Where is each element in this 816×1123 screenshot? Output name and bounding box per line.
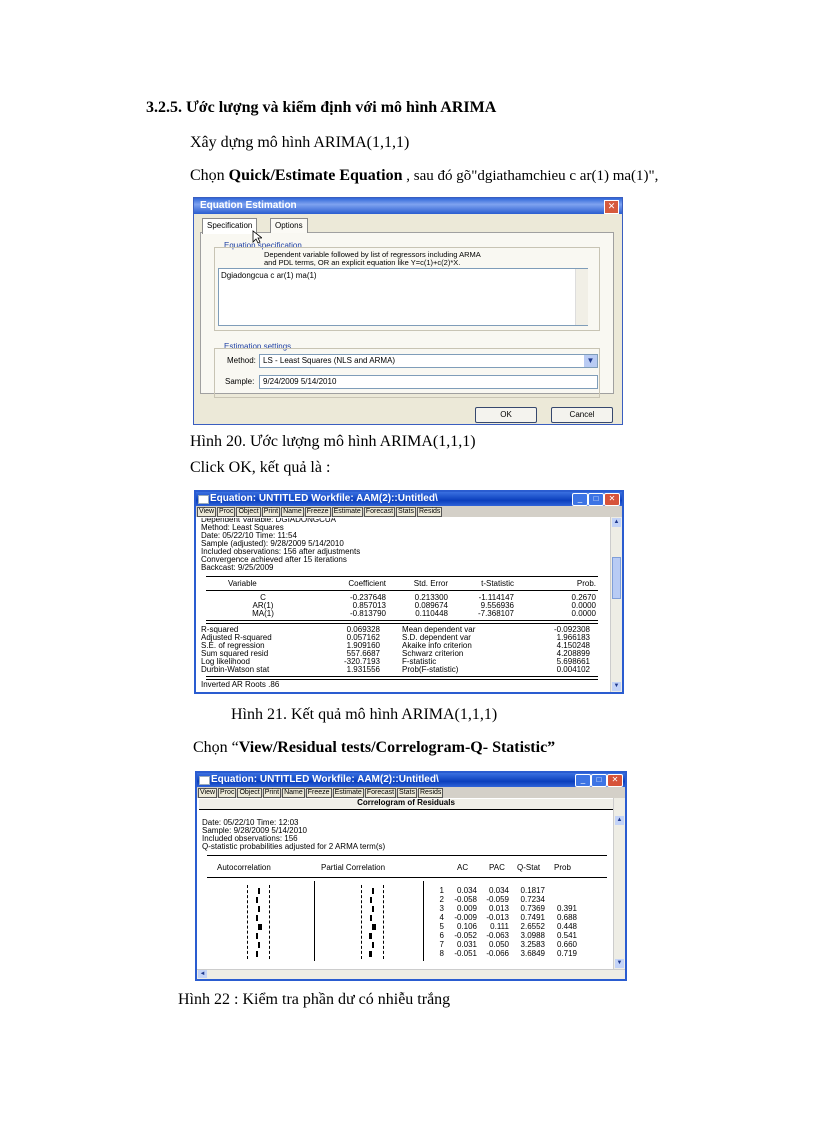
stat-label: Schwarz criterion — [402, 649, 464, 658]
table-cell: C — [260, 593, 266, 602]
pac-value: 0.034 — [488, 886, 509, 895]
intro-line: Xây dựng mô hình ARIMA(1,1,1) — [190, 134, 410, 151]
table-cell: MA(1) — [252, 609, 274, 618]
toolbar-forecast-button[interactable]: Forecast — [366, 789, 395, 796]
window-icon — [198, 495, 209, 504]
stat-label: Prob(F-statistic) — [402, 665, 459, 674]
tab-options[interactable]: Options — [270, 218, 308, 233]
lag-number: 5 — [439, 922, 444, 931]
stat-value: 1.931556 — [346, 665, 380, 674]
figure-20-caption: Hình 20. Ước lượng mô hình ARIMA(1,1,1) — [190, 433, 476, 450]
equation-estimation-dialog — [193, 197, 623, 425]
window-title-text: Equation: UNTITLED Workfile: AAM(2)::Untitled\ — [211, 774, 439, 785]
toolbar-view-button[interactable]: View — [200, 789, 216, 796]
group-estimation-settings: Estimation settings — [224, 342, 292, 351]
table-cell: 0.857013 — [352, 601, 386, 610]
ac-value: 0.034 — [456, 886, 477, 895]
pac-bar — [372, 906, 374, 912]
ac-bar — [256, 933, 258, 939]
table-cell: AR(1) — [252, 601, 274, 610]
window-title — [196, 492, 622, 506]
stat-value: 4.208899 — [556, 649, 590, 658]
rule-double — [206, 620, 598, 624]
scroll-thumb[interactable] — [612, 557, 621, 599]
equation-scrollbar[interactable] — [575, 269, 588, 325]
group-equation-spec: Equation specification — [224, 241, 302, 250]
scroll-up-icon[interactable]: ▲ — [613, 519, 620, 525]
instruction-prefix: Chọn “ — [193, 739, 239, 756]
ac-value: -0.058 — [454, 895, 477, 904]
stat-value: 1.909160 — [346, 641, 380, 650]
toolbar-freeze-button[interactable]: Freeze — [306, 508, 329, 515]
plot-separator — [314, 881, 315, 961]
correlogram-heading: Correlogram of Residuals — [199, 799, 613, 810]
ac-bar — [258, 942, 260, 948]
correlogram-window — [195, 771, 627, 981]
ac-value: 0.106 — [456, 922, 477, 931]
instruction-line — [190, 167, 658, 185]
q-stat-value: 0.7369 — [520, 904, 545, 913]
minimize-button[interactable]: _ — [572, 493, 588, 506]
pac-bar — [369, 933, 372, 939]
prob-value: 0.688 — [556, 913, 577, 922]
toolbar-resids-button[interactable]: Resids — [419, 508, 441, 515]
q-stat-value: 0.7234 — [520, 895, 545, 904]
vertical-scrollbar[interactable] — [613, 798, 625, 969]
toolbar-proc-button[interactable]: Proc — [219, 508, 234, 515]
vertical-scrollbar[interactable] — [610, 517, 622, 692]
column-header: Variable — [228, 579, 257, 588]
confidence-band — [269, 885, 271, 959]
ac-value: 0.009 — [456, 904, 477, 913]
header-line: Dependent Variable: DGIADONGCUA — [201, 518, 337, 524]
table-cell: 0.089674 — [414, 601, 448, 610]
toolbar-object-button[interactable]: Object — [238, 508, 259, 515]
pac-value: -0.059 — [486, 895, 509, 904]
confidence-band — [383, 885, 385, 959]
q-stat-value: 0.1817 — [520, 886, 545, 895]
scroll-down-icon[interactable]: ▼ — [613, 683, 620, 689]
stat-value: -320.7193 — [343, 657, 380, 666]
toolbar-print-button[interactable]: Print — [264, 789, 280, 796]
stat-label: Durbin-Watson stat — [201, 665, 270, 674]
q-stat-value: 0.7491 — [520, 913, 545, 922]
confidence-band — [247, 885, 249, 959]
confidence-band — [361, 885, 363, 959]
column-header: t-Statistic — [481, 579, 514, 588]
column-header: AC — [457, 863, 469, 872]
scroll-left-icon[interactable]: ◄ — [199, 971, 206, 977]
q-stat-value: 2.6552 — [520, 922, 545, 931]
toolbar — [196, 506, 622, 517]
maximize-button[interactable]: □ — [591, 774, 607, 787]
table-cell: 0.110448 — [415, 609, 448, 618]
stat-label: Akaike info criterion — [402, 641, 472, 650]
window-icon — [199, 776, 210, 785]
instruction-text-2: and PDL terms, OR an explicit equation like Y=c(1)+c(2)*X. — [264, 258, 461, 267]
header-line: Method: Least Squares — [201, 523, 284, 532]
instruction-suffix: , sau đó gõ"dgiathamchieu c ar(1) ma(1)", — [402, 168, 659, 184]
stat-label: S.E. of regression — [201, 641, 265, 650]
prob-value: 0.719 — [556, 949, 577, 958]
rule-top — [206, 576, 598, 577]
column-header: Partial Correlation — [321, 863, 386, 872]
ac-bar — [258, 906, 260, 912]
pac-bar — [369, 951, 372, 957]
stat-value: 557.6687 — [346, 649, 380, 658]
ac-bar — [256, 897, 258, 903]
table-cell: 9.556936 — [480, 601, 514, 610]
menu-path: View/Residual tests/Correlogram-Q- Statistic” — [238, 739, 556, 756]
roots-line: Inverted AR Roots .86 — [201, 680, 280, 689]
stat-label: Mean dependent var — [402, 625, 476, 634]
column-header: Prob. — [576, 579, 596, 588]
lag-number: 1 — [439, 886, 444, 895]
table-cell: -7.368107 — [477, 609, 514, 618]
info-line: Sample: 9/28/2009 5/14/2010 — [202, 826, 307, 835]
lag-number: 2 — [439, 895, 444, 904]
table-cell: -1.114147 — [478, 593, 514, 602]
equation-output-window — [194, 490, 624, 694]
ok-button[interactable]: OK — [475, 407, 537, 423]
column-header: Coefficient — [348, 579, 386, 588]
pac-value: -0.066 — [486, 949, 509, 958]
q-stat-value: 3.6849 — [520, 949, 545, 958]
table-cell: 0.0000 — [571, 601, 596, 610]
pac-bar — [370, 915, 372, 921]
ac-bar — [258, 888, 260, 894]
rule-mid — [206, 590, 598, 591]
toolbar-name-button[interactable]: Name — [284, 789, 303, 796]
lag-number: 6 — [439, 931, 444, 940]
correlogram-instruction — [193, 739, 555, 757]
stat-label: Adjusted R-squared — [201, 633, 272, 642]
ac-value: -0.009 — [454, 913, 477, 922]
stat-value: 0.057162 — [346, 633, 380, 642]
header-line: Sample (adjusted): 9/28/2009 5/14/2010 — [201, 539, 344, 548]
info-line: Q-statistic probabilities adjusted for 2 ARMA term(s) — [202, 842, 386, 851]
ac-value: -0.052 — [454, 931, 477, 940]
stat-label: S.D. dependent var — [402, 633, 471, 642]
column-header: Autocorrelation — [217, 863, 271, 872]
toolbar-resids-button[interactable]: Resids — [420, 789, 442, 796]
lag-number: 4 — [439, 913, 444, 922]
scroll-down-icon[interactable]: ▼ — [616, 960, 623, 966]
stat-value: 0.069328 — [346, 625, 380, 634]
pac-bar — [370, 897, 372, 903]
stat-label: F-statistic — [402, 657, 437, 666]
prob-value: 0.660 — [556, 940, 577, 949]
instruction-prefix: Chọn — [190, 167, 229, 184]
toolbar-proc-button[interactable]: Proc — [220, 789, 235, 796]
chevron-down-icon[interactable]: ▼ — [584, 355, 597, 367]
q-stat-value: 3.2583 — [520, 940, 545, 949]
pac-bar — [372, 942, 374, 948]
prob-value: 0.391 — [556, 904, 577, 913]
toolbar-forecast-button[interactable]: Forecast — [365, 508, 394, 515]
figure-21-caption: Hình 21. Kết quả mô hình ARIMA(1,1,1) — [231, 706, 498, 723]
table-cell: -0.237648 — [349, 593, 386, 602]
window-title — [197, 773, 625, 787]
table-cell: 0.2670 — [571, 593, 596, 602]
column-header: Q-Stat — [517, 863, 541, 872]
q-stat-value: 3.0988 — [520, 931, 545, 940]
equation-output — [198, 518, 610, 690]
ac-bar — [256, 915, 258, 921]
minimize-button[interactable]: _ — [575, 774, 591, 787]
instruction-text-1: Dependent variable followed by list of regressors including ARMA — [264, 250, 481, 259]
stat-value: 1.966183 — [556, 633, 590, 642]
stat-value: 5.698661 — [556, 657, 590, 666]
lag-number: 3 — [439, 904, 444, 913]
sample-input[interactable]: 9/24/2009 5/14/2010 — [259, 375, 598, 389]
header-line: Backcast: 9/25/2009 — [201, 563, 274, 572]
toolbar — [197, 787, 625, 798]
rule-top — [207, 855, 607, 856]
toolbar-view-button[interactable]: View — [199, 508, 215, 515]
dialog-title: Equation Estimation — [194, 198, 622, 214]
header-line: Date: 05/22/10 Time: 11:54 — [201, 531, 297, 540]
correlogram-output — [199, 799, 613, 969]
window-title-text: Equation: UNTITLED Workfile: AAM(2)::Untitled\ — [210, 493, 438, 504]
scroll-up-icon[interactable]: ▲ — [616, 817, 623, 823]
pac-value: 0.050 — [488, 940, 509, 949]
lag-number: 7 — [439, 940, 444, 949]
pac-bar — [372, 888, 374, 894]
tab-specification[interactable]: Specification — [202, 218, 257, 234]
info-line: Date: 05/22/10 Time: 12:03 — [202, 818, 299, 827]
rule-mid — [207, 877, 607, 878]
pac-value: -0.063 — [486, 931, 509, 940]
stat-label: Sum squared resid — [201, 649, 269, 658]
close-button[interactable]: ✕ — [604, 493, 620, 506]
menu-path: Quick/Estimate Equation — [228, 167, 403, 184]
close-button[interactable]: ✕ — [607, 774, 623, 787]
stat-label: Log likelihood — [201, 657, 250, 666]
toolbar-estimate-button[interactable]: Estimate — [333, 508, 361, 515]
column-header: Prob — [554, 863, 571, 872]
toolbar-name-button[interactable]: Name — [283, 508, 302, 515]
pac-value: 0.013 — [488, 904, 509, 913]
method-label: Method: — [227, 356, 256, 365]
sample-label: Sample: — [225, 377, 255, 386]
method-select[interactable] — [259, 354, 598, 368]
section-heading: 3.2.5. Ước lượng và kiểm định với mô hình ARIMA — [146, 99, 497, 116]
stat-label: R-squared — [201, 625, 239, 634]
column-header: PAC — [489, 863, 505, 872]
ac-bar — [256, 951, 258, 957]
toolbar-stats-button[interactable]: Stats — [399, 789, 415, 796]
click-ok-line: Click OK, kết quả là : — [190, 459, 331, 476]
stat-value: 4.150248 — [556, 641, 590, 650]
stat-value: -0.092308 — [553, 625, 590, 634]
info-line: Included observations: 156 — [202, 834, 298, 843]
header-line: Convergence achieved after 15 iterations — [201, 555, 347, 564]
toolbar-print-button[interactable]: Print — [263, 508, 279, 515]
pac-bar — [372, 924, 376, 930]
equation-input[interactable]: Dgiadongcua c ar(1) ma(1) — [218, 268, 588, 326]
prob-value: 0.541 — [556, 931, 577, 940]
table-cell: 0.0000 — [571, 609, 596, 618]
method-value: LS - Least Squares (NLS and ARMA) — [263, 356, 396, 365]
lag-number: 8 — [439, 949, 444, 958]
maximize-button[interactable]: □ — [588, 493, 604, 506]
close-icon[interactable]: ✕ — [604, 200, 619, 214]
prob-value: 0.448 — [556, 922, 577, 931]
table-cell: -0.813790 — [349, 609, 386, 618]
figure-22-caption: Hình 22 : Kiểm tra phần dư có nhiễu trắng — [178, 991, 451, 1008]
ac-bar — [258, 924, 262, 930]
toolbar-freeze-button[interactable]: Freeze — [307, 789, 330, 796]
toolbar-object-button[interactable]: Object — [239, 789, 260, 796]
column-header: Std. Error — [413, 579, 448, 588]
ac-value: 0.031 — [456, 940, 477, 949]
header-line: Included observations: 156 after adjustments — [201, 547, 361, 556]
ac-value: -0.051 — [454, 949, 477, 958]
toolbar-stats-button[interactable]: Stats — [398, 508, 414, 515]
cancel-button[interactable]: Cancel — [551, 407, 613, 423]
stat-value: 0.004102 — [556, 665, 590, 674]
pac-value: 0.111 — [490, 922, 509, 931]
pac-value: -0.013 — [486, 913, 509, 922]
toolbar-estimate-button[interactable]: Estimate — [334, 789, 362, 796]
table-cell: 0.213300 — [414, 593, 448, 602]
horizontal-scrollbar[interactable] — [197, 969, 625, 979]
